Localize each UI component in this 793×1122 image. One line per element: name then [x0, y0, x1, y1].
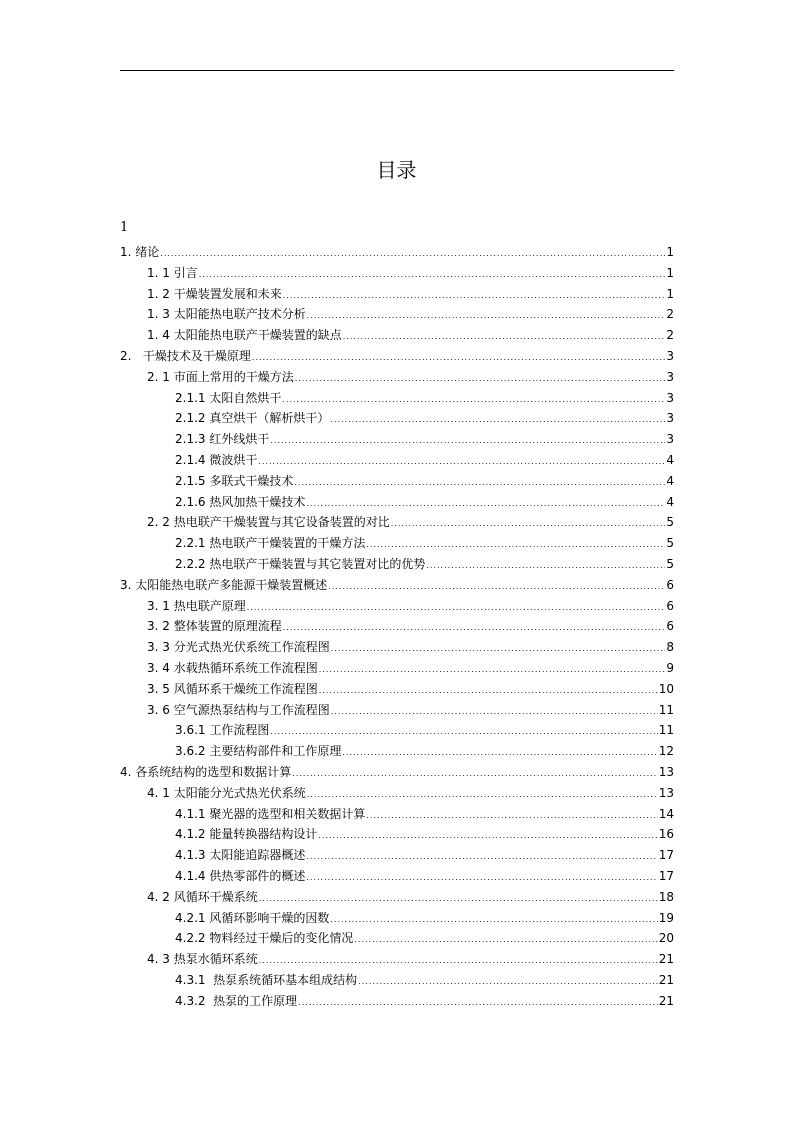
- toc-entry[interactable]: [120, 346, 674, 367]
- toc-entry-title: 太阳能追踪器概述: [209, 848, 306, 863]
- toc-leader-dots: [319, 660, 666, 681]
- toc-entry-number: 3. 3: [147, 640, 174, 655]
- toc-entry-page: 13: [658, 785, 674, 800]
- toc-leader-dots: [342, 743, 657, 764]
- toc-entry-page: 9: [666, 660, 674, 675]
- toc-entry-number: 3. 2: [147, 619, 174, 634]
- header-rule: [120, 70, 674, 71]
- toc-leader-dots: [330, 910, 657, 931]
- toc-entry[interactable]: [120, 512, 674, 533]
- toc-leader-dots: [358, 972, 658, 993]
- toc-entry-title: 引言: [173, 265, 198, 280]
- toc-leader-dots: [294, 473, 665, 494]
- toc-entry[interactable]: [120, 824, 674, 845]
- toc-entry-number: 4. 3: [147, 952, 174, 967]
- toc-entry-page: 3: [666, 432, 674, 447]
- toc-entry-number: 2.1.6: [175, 494, 210, 509]
- toc-entry-title: 太阳能分光式热光伏系统: [173, 785, 306, 800]
- toc-entry-page: 20: [658, 931, 674, 946]
- page-title: 目录: [376, 158, 417, 182]
- toc-entry-title: 干燥技术及干燥原理: [142, 348, 251, 363]
- toc-entry[interactable]: [120, 679, 674, 700]
- toc-entry[interactable]: [120, 263, 674, 284]
- toc-entry[interactable]: [120, 700, 674, 721]
- toc-leader-dots: [160, 244, 665, 265]
- toc-leader-dots: [259, 889, 658, 910]
- toc-entry-page: 4: [666, 494, 674, 509]
- toc-leader-dots: [298, 993, 658, 1014]
- toc-entry-title: 市面上常用的干燥方法: [173, 369, 294, 384]
- toc-entry-page: 10: [658, 681, 674, 696]
- toc-entry-page: 3: [666, 390, 674, 405]
- toc-entry[interactable]: [120, 284, 674, 305]
- toc-entry-page: 5: [666, 556, 674, 571]
- toc-entry-title: 热泵的工作原理: [213, 993, 298, 1008]
- toc-entry-page: 6: [666, 598, 674, 613]
- toc-leader-dots: [306, 847, 657, 868]
- toc-entry-title: 热电联产干燥装置与其它装置对比的优势: [209, 556, 426, 571]
- toc-entry[interactable]: [120, 429, 674, 450]
- toc-entry[interactable]: [120, 492, 674, 513]
- toc-leader-dots: [331, 639, 666, 660]
- toc-entry-title: 热电联产原理: [173, 598, 246, 613]
- toc-entry-title: 风循环干燥系统: [173, 889, 258, 904]
- toc-leader-dots: [247, 598, 666, 619]
- toc-entry-page: 21: [658, 952, 674, 967]
- toc-entry-number: 1. 3: [147, 307, 174, 322]
- toc-entry-number: 3.6.2: [175, 744, 210, 759]
- toc-entry[interactable]: [120, 887, 674, 908]
- toc-leader-dots: [318, 826, 657, 847]
- toc-entry[interactable]: [120, 991, 674, 1012]
- toc-entry-title: 热电联产干燥装置与其它设备装置的对比: [173, 515, 390, 530]
- toc-entry[interactable]: [120, 450, 674, 471]
- toc-entry-number: 4.3.2: [175, 993, 214, 1008]
- toc-entry-title: 各系统结构的选型和数据计算: [135, 764, 292, 779]
- toc-entry-number: 1. 2: [147, 286, 174, 301]
- toc-entry-page: 1: [666, 286, 674, 301]
- toc-entry-number: 2.1.5: [175, 473, 210, 488]
- toc-entry-number: 4.1.4: [175, 868, 210, 883]
- toc-leader-dots: [343, 327, 666, 348]
- toc-entry-number: 2.1.4: [175, 452, 210, 467]
- toc-entry-title: 干燥装置发展和未来: [173, 286, 282, 301]
- toc-entry-number: 2.2.2: [175, 556, 210, 571]
- toc-entry-page: 18: [658, 889, 674, 904]
- toc-leader-dots: [199, 265, 666, 286]
- toc-entry-number: 4.1.2: [175, 827, 210, 842]
- toc-entry[interactable]: [120, 242, 674, 263]
- toc-entry-number: 4.2.2: [175, 931, 210, 946]
- toc-entry-title: 聚光器的选型和相关数据计算: [209, 806, 366, 821]
- toc-entry-number: 3. 4: [147, 660, 174, 675]
- table-of-contents: [120, 242, 674, 1011]
- toc-leader-dots: [328, 577, 665, 598]
- toc-entry[interactable]: [120, 616, 674, 637]
- toc-entry-title: 分光式热光伏系统工作流程图: [173, 640, 330, 655]
- toc-entry[interactable]: [120, 866, 674, 887]
- toc-entry[interactable]: [120, 845, 674, 866]
- toc-leader-dots: [282, 390, 665, 411]
- toc-entry[interactable]: [120, 575, 674, 596]
- toc-leader-dots: [270, 722, 657, 743]
- toc-entry-number: 3. 1: [147, 598, 174, 613]
- toc-entry[interactable]: [120, 408, 674, 429]
- toc-entry[interactable]: [120, 720, 674, 741]
- toc-entry-number: 3. 5: [147, 681, 174, 696]
- toc-entry-page: 6: [666, 619, 674, 634]
- toc-entry-number: 2.1.2: [175, 411, 210, 426]
- toc-leader-dots: [307, 306, 666, 327]
- toc-entry-title: 热泵水循环系统: [173, 952, 258, 967]
- toc-entry-title: 红外线烘干: [209, 432, 270, 447]
- toc-entry[interactable]: [120, 762, 674, 783]
- toc-entry-page: 2: [666, 328, 674, 343]
- toc-leader-dots: [295, 369, 666, 390]
- toc-entry-title: 风循环系干燥统工作流程图: [173, 681, 318, 696]
- toc-entry[interactable]: [120, 533, 674, 554]
- toc-entry-number: 2.1.1: [175, 390, 210, 405]
- toc-entry-page: 21: [658, 993, 674, 1008]
- toc-entry-page: 3: [666, 411, 674, 426]
- toc-entry-number: 3.6.1: [175, 723, 210, 738]
- toc-entry-title: 微波烘干: [209, 452, 258, 467]
- toc-entry-page: 3: [666, 369, 674, 384]
- toc-leader-dots: [426, 556, 665, 577]
- toc-entry-page: 17: [658, 848, 674, 863]
- toc-entry-page: 3: [666, 348, 674, 363]
- toc-leader-dots: [391, 514, 666, 535]
- toc-entry-page: 1: [666, 245, 674, 259]
- toc-leader-dots: [306, 494, 665, 515]
- toc-entry-number: 4. 2: [147, 889, 174, 904]
- toc-entry-title: 太阳能热电联产技术分析: [173, 307, 306, 322]
- toc-entry-page: 5: [666, 536, 674, 551]
- toc-leader-dots: [366, 806, 657, 827]
- toc-entry-title: 太阳自然烘干: [209, 390, 282, 405]
- toc-entry-page: 4: [666, 452, 674, 467]
- toc-entry-page: 1: [666, 265, 674, 280]
- toc-entry-number: 4.1.3: [175, 848, 210, 863]
- toc-entry[interactable]: [120, 596, 674, 617]
- toc-entry-page: 19: [658, 910, 674, 925]
- toc-entry-number: 4.: [120, 764, 136, 779]
- toc-entry-number: 4. 1: [147, 785, 174, 800]
- toc-entry-number: 1.: [120, 245, 136, 259]
- toc-entry-page: 17: [658, 868, 674, 883]
- page-marker: 1: [120, 220, 129, 235]
- toc-entry-number: 4.2.1: [175, 910, 210, 925]
- toc-entry[interactable]: [120, 325, 674, 346]
- toc-entry[interactable]: [120, 741, 674, 762]
- toc-entry-title: 热风加热干燥技术: [209, 494, 306, 509]
- toc-entry-title: 水载热循环系统工作流程图: [173, 660, 318, 675]
- toc-entry-title: 太阳能热电联产干燥装置的缺点: [173, 328, 342, 343]
- toc-leader-dots: [306, 868, 657, 889]
- toc-entry-page: 16: [658, 827, 674, 842]
- toc-leader-dots: [270, 431, 665, 452]
- toc-leader-dots: [331, 702, 658, 723]
- toc-entry-page: 21: [658, 972, 674, 987]
- toc-entry-number: 2.: [120, 348, 143, 363]
- toc-entry-title: 空气源热泵结构与工作流程图: [173, 702, 330, 717]
- toc-leader-dots: [319, 681, 658, 702]
- toc-entry-page: 8: [666, 640, 674, 655]
- toc-entry-number: 4.1.1: [175, 806, 210, 821]
- toc-entry-page: 2: [666, 307, 674, 322]
- toc-entry-number: 2.1.3: [175, 432, 210, 447]
- toc-entry-title: 太阳能热电联产多能源干燥装置概述: [135, 577, 328, 592]
- toc-entry-title: 热电联产干燥装置的干燥方法: [209, 536, 366, 551]
- toc-entry-number: 3. 6: [147, 702, 174, 717]
- toc-leader-dots: [354, 930, 657, 951]
- toc-leader-dots: [292, 764, 657, 785]
- toc-entry[interactable]: [120, 304, 674, 325]
- toc-entry-title: 主要结构部件和工作原理: [209, 744, 342, 759]
- toc-entry-number: 2. 1: [147, 369, 174, 384]
- toc-leader-dots: [366, 535, 665, 556]
- toc-entry-title: 绪论: [135, 245, 160, 259]
- toc-entry-title: 多联式干燥技术: [209, 473, 294, 488]
- toc-entry[interactable]: [120, 367, 674, 388]
- toc-entry-number: 2.2.1: [175, 536, 210, 551]
- toc-entry-title: 物料经过干燥后的变化情况: [209, 931, 354, 946]
- toc-entry-number: 1. 1: [147, 265, 174, 280]
- toc-entry-title: 能量转换器结构设计: [209, 827, 318, 842]
- toc-entry-title: 真空烘干（解析烘干）: [209, 411, 330, 426]
- toc-entry[interactable]: [120, 928, 674, 949]
- toc-entry-page: 6: [666, 577, 674, 592]
- toc-entry[interactable]: [120, 637, 674, 658]
- toc-entry[interactable]: [120, 471, 674, 492]
- toc-leader-dots: [330, 410, 665, 431]
- toc-leader-dots: [258, 452, 665, 473]
- toc-entry-number: 3.: [120, 577, 136, 592]
- toc-entry-page: 11: [658, 723, 674, 738]
- toc-entry[interactable]: [120, 949, 674, 970]
- toc-entry[interactable]: [120, 804, 674, 825]
- toc-entry[interactable]: [120, 970, 674, 991]
- toc-entry[interactable]: [120, 554, 674, 575]
- toc-entry[interactable]: [120, 388, 674, 409]
- toc-entry[interactable]: [120, 658, 674, 679]
- toc-leader-dots: [307, 785, 658, 806]
- toc-entry[interactable]: [120, 908, 674, 929]
- toc-leader-dots: [283, 286, 666, 307]
- toc-leader-dots: [259, 951, 658, 972]
- toc-entry-title: 工作流程图: [209, 723, 270, 738]
- toc-entry-title: 整体装置的原理流程: [173, 619, 282, 634]
- toc-entry-page: 13: [658, 764, 674, 779]
- toc-entry-title: 风循环影响干燥的因数: [209, 910, 330, 925]
- toc-entry-number: 1. 4: [147, 328, 174, 343]
- toc-leader-dots: [283, 618, 666, 639]
- toc-entry-page: 4: [666, 473, 674, 488]
- toc-entry-page: 14: [658, 806, 674, 821]
- toc-entry-title: 供热零部件的概述: [209, 868, 306, 883]
- toc-entry-number: 4.3.1: [175, 972, 214, 987]
- toc-entry-page: 11: [658, 702, 674, 717]
- toc-entry-title: 热泵系统循环基本组成结构: [213, 972, 358, 987]
- toc-leader-dots: [252, 348, 665, 369]
- toc-entry[interactable]: [120, 783, 674, 804]
- toc-entry-page: 5: [666, 515, 674, 530]
- toc-entry-number: 2. 2: [147, 515, 174, 530]
- toc-entry-page: 12: [658, 744, 674, 759]
